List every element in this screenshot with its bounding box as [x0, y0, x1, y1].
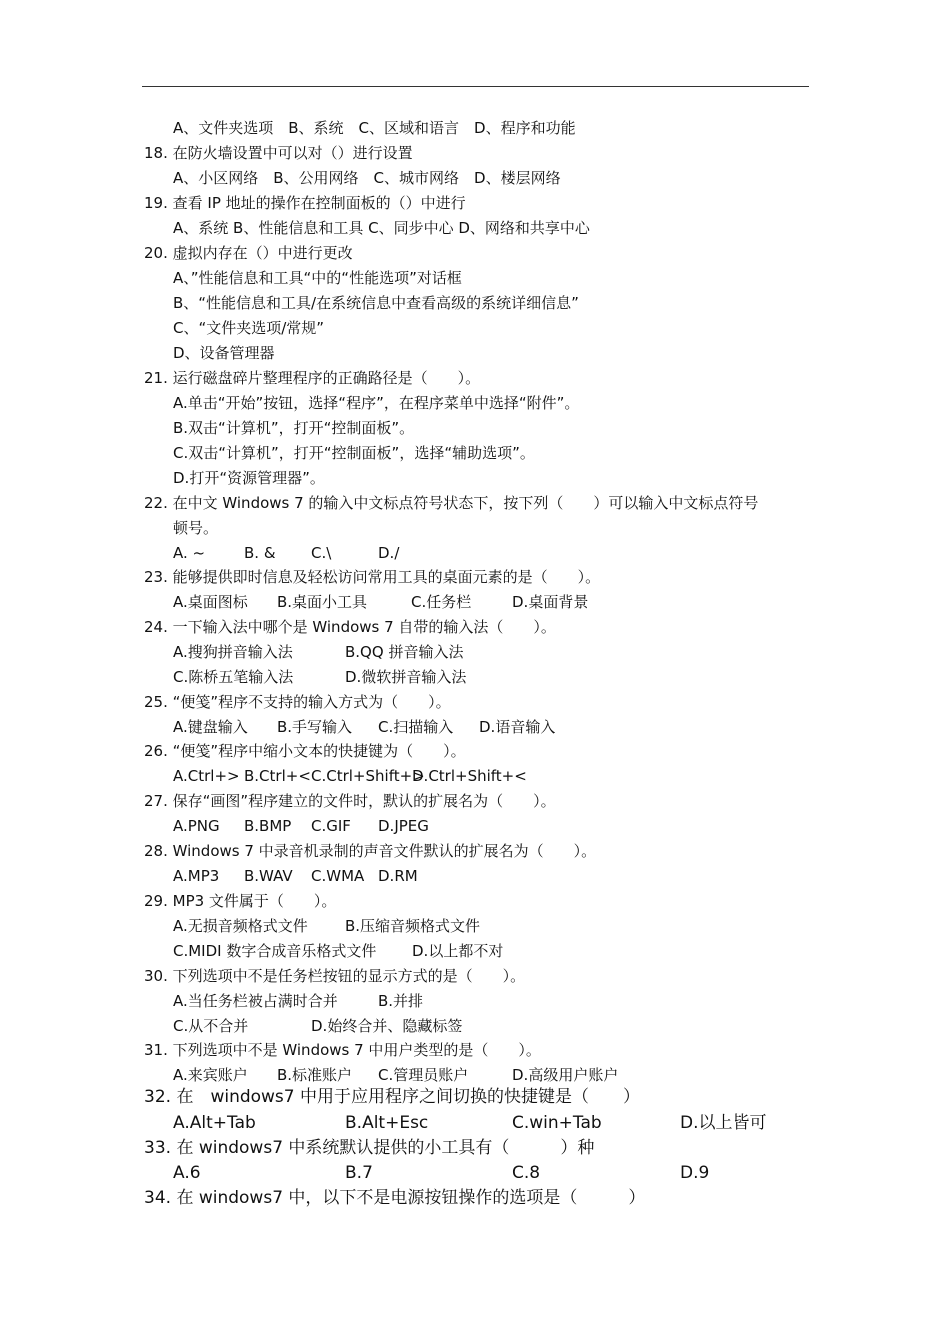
q30-options-row1: [0, 991, 950, 1011]
q22-option-b: B. &: [244, 544, 276, 562]
q31-option-a: A.来宾账户: [173, 1066, 248, 1084]
q24-text: 24. 一下输入法中哪个是 Windows 7 自带的输入法（ ）。: [144, 618, 556, 636]
q22-options: [0, 543, 950, 563]
q31-option-d: D.高级用户账户: [512, 1066, 619, 1084]
q27-options: [0, 816, 950, 836]
q24-option-d: D.微软拼音输入法: [345, 668, 467, 686]
q25-text: 25. “便笺”程序不支持的输入方式为（ ）。: [144, 693, 451, 711]
q18-text: 18. 在防火墙设置中可以对（）进行设置: [144, 144, 413, 162]
q26-option-a: A.Ctrl+>: [173, 767, 240, 785]
q24-option-a: A.搜狗拼音输入法: [173, 643, 293, 661]
q20-option-b: B、“性能信息和工具/在系统信息中查看高级的系统详细信息”: [173, 294, 579, 312]
q30-option-a: A.当任务栏被占满时合并: [173, 992, 338, 1010]
q20-option-d: D、设备管理器: [173, 344, 275, 362]
q30-option-d: D.始终合并、隐藏标签: [311, 1017, 463, 1035]
q29-text: 29. MP3 文件属于（ ）。: [144, 892, 337, 910]
q24-option-c: C.陈桥五笔输入法: [173, 668, 294, 686]
header-rule: [142, 86, 809, 87]
q28-option-b: B.WAV: [244, 867, 293, 885]
q34-text: 34. 在 windows7 中，以下不是电源按钮操作的选项是（ ）: [144, 1188, 646, 1208]
q20-option-c: C、“文件夹选项/常规”: [173, 319, 325, 337]
q29-option-c: C.MIDI 数字合成音乐格式文件: [173, 942, 377, 960]
q23-option-b: B.桌面小工具: [277, 593, 368, 611]
q18-options: A、小区网络 B、公用网络 C、城市网络 D、楼层网络: [173, 169, 561, 187]
q22-option-c: C.\: [311, 544, 332, 562]
q32-text: 32. 在 windows7 中用于应用程序之间切换的快捷键是（ ）: [144, 1087, 641, 1107]
q24-option-b: B.QQ 拼音输入法: [345, 643, 464, 661]
q23-option-a: A.桌面图标: [173, 593, 248, 611]
q23-option-d: D.桌面背景: [512, 593, 589, 611]
q24-options-row2: [0, 667, 950, 687]
q33-text: 33. 在 windows7 中系统默认提供的小工具有（ ）种: [144, 1138, 595, 1158]
q25-option-a: A.键盘输入: [173, 718, 248, 736]
q32-option-a: A.Alt+Tab: [173, 1113, 256, 1133]
q23-text: 23. 能够提供即时信息及轻松访问常用工具的桌面元素的是（ ）。: [144, 568, 601, 586]
q22-option-d: D./: [378, 544, 400, 562]
q27-option-b: B.BMP: [244, 817, 292, 835]
q33-option-b: B.7: [345, 1163, 373, 1183]
q28-option-d: D.RM: [378, 867, 418, 885]
q32-options: [0, 1112, 950, 1134]
q23-options: [0, 592, 950, 612]
q19-text: 19. 查看 IP 地址的操作在控制面板的（）中进行: [144, 194, 466, 212]
q26-option-d: D.Ctrl+Shift+<: [412, 767, 527, 785]
q26-text: 26. “便笺”程序中缩小文本的快捷键为（ ）。: [144, 742, 466, 760]
q30-option-c: C.从不合并: [173, 1017, 249, 1035]
q21-option-a: A.单击“开始”按钮，选择“程序”，在程序菜单中选择“附件”。: [173, 394, 580, 412]
q19-options: A、系统 B、性能信息和工具 C、同步中心 D、网络和共享中心: [173, 219, 590, 237]
q21-option-d: D.打开“资源管理器”。: [173, 469, 325, 487]
q32-option-d: D.以上皆可: [680, 1113, 767, 1133]
q30-options-row2: [0, 1016, 950, 1036]
q33-option-a: A.6: [173, 1163, 201, 1183]
q31-text: 31. 下列选项中不是 Windows 7 中用户类型的是（ ）。: [144, 1041, 541, 1059]
q28-option-c: C.WMA: [311, 867, 365, 885]
q27-option-c: C.GIF: [311, 817, 351, 835]
q29-option-d: D.以上都不对: [412, 942, 504, 960]
q27-option-a: A.PNG: [173, 817, 220, 835]
q26-option-b: B.Ctrl+<: [244, 767, 311, 785]
q17-options: A、文件夹选项 B、系统 C、区域和语言 D、程序和功能: [173, 119, 576, 137]
q20-text: 20. 虚拟内存在（）中进行更改: [144, 244, 353, 262]
q24-options-row1: [0, 642, 950, 662]
q22-option-a: A. ~: [173, 544, 206, 562]
q30-option-b: B.并排: [378, 992, 424, 1010]
q25-options: [0, 717, 950, 737]
q26-option-c: C.Ctrl+Shift+>: [311, 767, 425, 785]
q26-options: [0, 766, 950, 786]
q32-option-c: C.win+Tab: [512, 1113, 602, 1133]
q30-text: 30. 下列选项中不是任务栏按钮的显示方式的是（ ）。: [144, 967, 526, 985]
q23-option-c: C.任务栏: [411, 593, 472, 611]
q32-option-b: B.Alt+Esc: [345, 1113, 429, 1133]
q31-option-b: B.标准账户: [277, 1066, 353, 1084]
q22-text: 22. 在中文 Windows 7 的输入中文标点符号状态下，按下列（ ）可以输入中文标点符号: [144, 494, 759, 512]
q21-text: 21. 运行磁盘碎片整理程序的正确路径是（ ）。: [144, 369, 481, 387]
q29-options-row1: [0, 916, 950, 936]
q29-option-a: A.无损音频格式文件: [173, 917, 308, 935]
q27-option-d: D.JPEG: [378, 817, 429, 835]
q22-text-continued: 顿号。: [173, 519, 219, 537]
q33-option-c: C.8: [512, 1163, 541, 1183]
q20-option-a: A、”性能信息和工具“中的“性能选项”对话框: [173, 269, 462, 287]
q27-text: 27. 保存“画图”程序建立的文件时，默认的扩展名为（ ）。: [144, 792, 556, 810]
q31-options: [0, 1065, 950, 1085]
q21-option-c: C.双击“计算机”，打开“控制面板”，选择“辅助选项”。: [173, 444, 535, 462]
q33-option-d: D.9: [680, 1163, 710, 1183]
q25-option-b: B.手写输入: [277, 718, 353, 736]
q31-option-c: C.管理员账户: [378, 1066, 469, 1084]
q33-options: [0, 1162, 950, 1184]
q28-option-a: A.MP3: [173, 867, 220, 885]
q28-text: 28. Windows 7 中录音机录制的声音文件默认的扩展名为（ ）。: [144, 842, 597, 860]
q29-options-row2: [0, 941, 950, 961]
q25-option-d: D.语音输入: [479, 718, 556, 736]
q25-option-c: C.扫描输入: [378, 718, 454, 736]
q21-option-b: B.双击“计算机”，打开“控制面板”。: [173, 419, 415, 437]
q28-options: [0, 866, 950, 886]
q29-option-b: B.压缩音频格式文件: [345, 917, 481, 935]
